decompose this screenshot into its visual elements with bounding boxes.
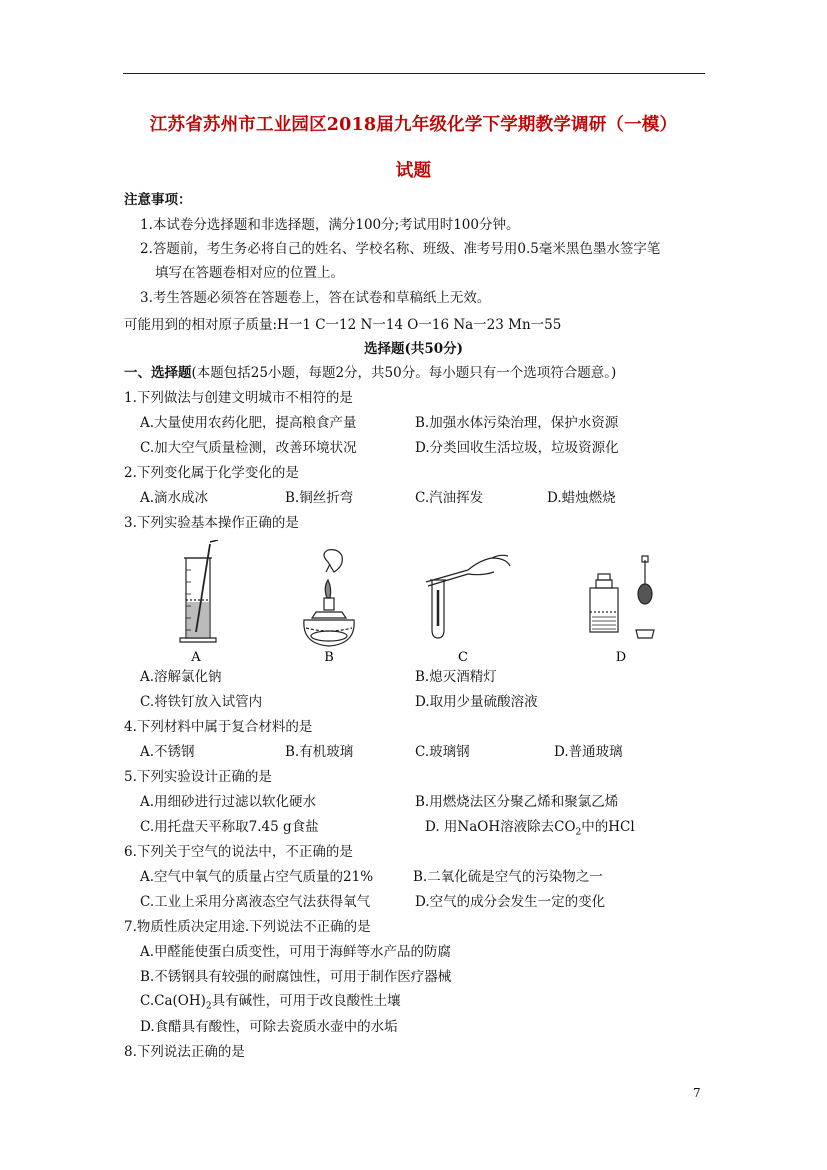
q3-option-c: C.将铁钉放入试管内 <box>140 694 263 710</box>
test-tube-drawing <box>426 555 510 638</box>
q2-option-b: B.铜丝折弯 <box>285 490 354 506</box>
q6-option-b: B.二氧化硫是空气的污染物之一 <box>413 869 603 885</box>
q6-option-c: C.工业上采用分离液态空气法获得氧气 <box>140 894 371 910</box>
alcohol-lamp-drawing <box>304 550 354 646</box>
fig-label-b: B <box>324 650 334 665</box>
q2-option-a: A.滴水成冰 <box>140 490 209 506</box>
q7-option-b: B.不锈钢具有较强的耐腐蚀性，可用于制作医疗器械 <box>140 969 452 985</box>
q5-option-d-text: D. 用NaOH溶液除去CO <box>425 819 576 835</box>
q3-option-d: D.取用少量硫酸溶液 <box>415 694 538 710</box>
part-description: (本题包括25小题，每题2分，共50分。每小题只有一个选项符合题意。) <box>191 365 617 381</box>
notice-item-3: 3.考生答题必须答在答题卷上，答在试卷和草稿纸上无效。 <box>140 290 491 306</box>
q7-option-c-subscript: 2 <box>205 1001 212 1012</box>
q1-stem: 1.下列做法与创建文明城市不相符的是 <box>124 390 353 406</box>
q4-option-a: A.不锈钢 <box>140 744 195 760</box>
part-label: 一、选择题 <box>124 365 192 381</box>
graduated-cylinder-drawing <box>180 540 218 642</box>
q5-option-c: C.用托盘天平称取7.45 g食盐 <box>140 819 319 835</box>
exam-title: 江苏省苏州市工业园区2018届九年级化学下学期教学调研（一模） <box>149 115 678 135</box>
q5-option-d <box>425 818 635 842</box>
section-title: 选择题(共50分) <box>363 341 464 357</box>
page-number: 7 <box>693 1086 701 1100</box>
q6-option-d: D.空气的成分会发生一定的变化 <box>415 894 606 910</box>
q7-option-c-suffix: 具有碱性，可用于改良酸性土壤 <box>211 993 401 1009</box>
q4-option-c: C.玻璃钢 <box>415 744 470 760</box>
q6-stem: 6.下列关于空气的说法中，不正确的是 <box>124 844 353 860</box>
notice-item-1: 1.本试卷分选择题和非选择题，满分100分;考试用时100分钟。 <box>140 217 520 233</box>
q1-option-b: B.加强水体污染治理，保护水资源 <box>415 415 619 431</box>
q2-option-d: D.蜡烛燃烧 <box>547 490 616 506</box>
q8-stem: 8.下列说法正确的是 <box>124 1044 245 1060</box>
notice-heading: 注意事项： <box>124 192 192 208</box>
q1-option-d: D.分类回收生活垃圾，垃圾资源化 <box>415 440 619 456</box>
q3-option-a: A.溶解氯化钠 <box>140 669 222 685</box>
q4-stem: 4.下列材料中属于复合材料的是 <box>124 719 313 735</box>
reagent-bottle-drawing <box>590 556 654 638</box>
q5-option-d-subscript: 2 <box>575 827 582 838</box>
q7-stem: 7.物质性质决定用途.下列说法不正确的是 <box>124 919 371 935</box>
q5-stem: 5.下列实验设计正确的是 <box>124 769 272 785</box>
q3-stem: 3.下列实验基本操作正确的是 <box>124 515 299 531</box>
fig-label-c: C <box>458 650 468 665</box>
q7-option-a: A.甲醛能使蛋白质变性，可用于海鲜等水产品的防腐 <box>140 944 452 960</box>
q2-stem: 2.下列变化属于化学变化的是 <box>124 465 299 481</box>
q5-option-d-suffix: 中的HCl <box>581 819 635 835</box>
q3-option-b: B.熄灭酒精灯 <box>415 669 497 685</box>
q5-option-a: A.用细砂进行过滤以软化硬水 <box>140 794 317 810</box>
q7-option-c-text: C.Ca(OH) <box>140 993 206 1009</box>
q6-option-a: A.空气中氧气的质量占空气质量的21% <box>140 869 374 885</box>
fig-label-a: A <box>191 650 201 665</box>
header-rule <box>123 73 705 74</box>
q1-option-a: A.大量使用农药化肥，提高粮食产量 <box>140 415 357 431</box>
exam-title-line2: 试题 <box>395 161 432 181</box>
q2-option-c: C.汽油挥发 <box>415 490 484 506</box>
q7-option-c <box>140 992 401 1016</box>
q4-option-b: B.有机玻璃 <box>285 744 354 760</box>
q5-option-b: B.用燃烧法区分聚乙烯和聚氯乙烯 <box>415 794 619 810</box>
fig-label-d: D <box>615 650 627 665</box>
q3-apparatus-figure <box>170 540 670 665</box>
part-header <box>124 364 616 382</box>
atomic-masses: 可能用到的相对原子质量:H一1 C一12 N一14 O一16 Na一23 Mn一55 <box>124 317 562 333</box>
notice-item-2: 2.答题前，考生务必将自己的姓名、学校名称、班级、准考号用0.5毫米黑色墨水签字笔 <box>140 241 661 257</box>
notice-item-2-cont: 填写在答题卷相对应的位置上。 <box>155 265 344 281</box>
q1-option-c: C.加大空气质量检测，改善环境状况 <box>140 440 357 456</box>
q7-option-d: D.食醋具有酸性，可除去瓷质水壶中的水垢 <box>140 1019 398 1035</box>
q4-option-d: D.普通玻璃 <box>554 744 623 760</box>
